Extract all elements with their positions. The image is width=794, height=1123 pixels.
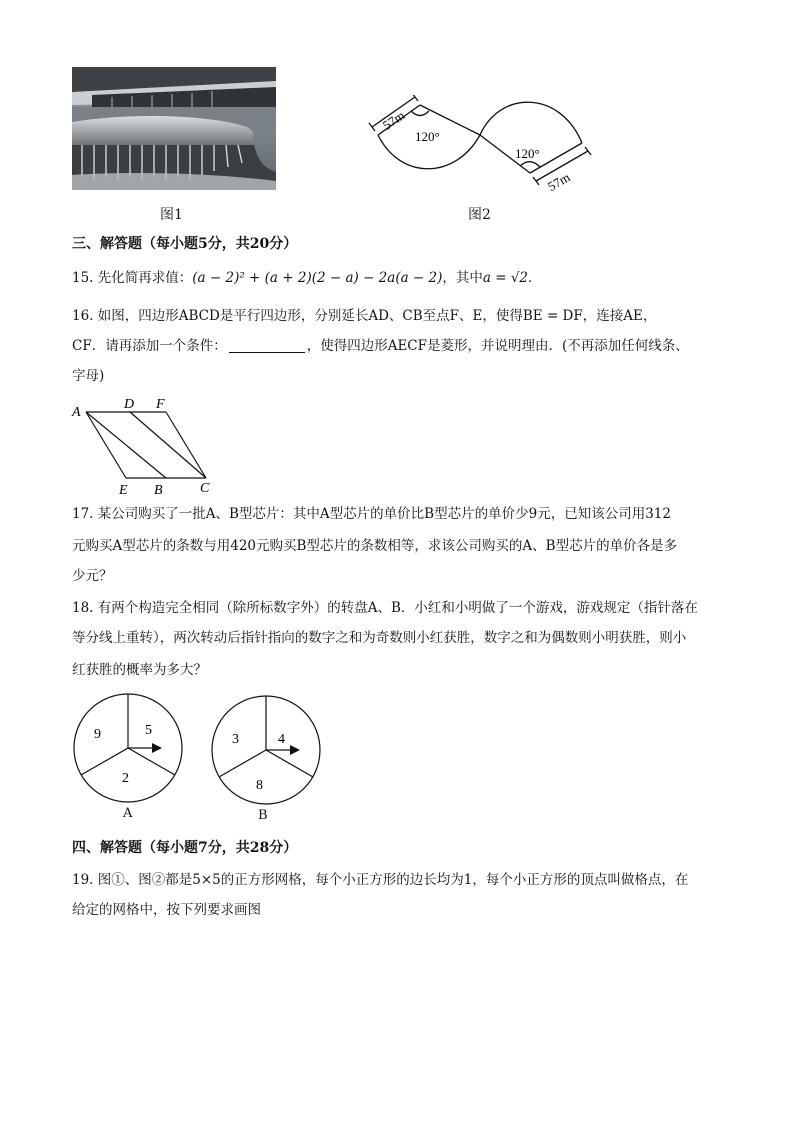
q16-line-2b: ，使得四边形AECF是菱形，并说明理由．(不再添加任何线条、 — [306, 338, 689, 354]
q19-line-2: 给定的网格中，按下列要求画图 — [72, 902, 261, 918]
vertex-label-b: B — [154, 483, 163, 498]
fig2-angle-label-1: 120° — [415, 129, 440, 144]
spinner-b-number-3: 8 — [256, 778, 263, 793]
q17-line-1: 17. 某公司购买了一批A、B型芯片：其中A型芯片的单价比B型芯片的单价少9元，已知该公司用312 — [72, 506, 671, 522]
q15-lead: 先化简再求值： — [97, 270, 193, 286]
q15-tail: ，其中 — [442, 270, 483, 286]
parallelogram-diagram — [68, 394, 218, 498]
q18-line-3: 红获胜的概率为多大？ — [72, 662, 207, 678]
fig2-angle-label-2: 120° — [515, 146, 540, 161]
section-4-title: 四、解答题（每小题7分，共28分） — [72, 840, 298, 856]
q17-line-2: 元购买A型芯片的条数与用420元购买B型芯片的条数相等，求该公司购买的A、B型芯片的单价各是多 — [72, 538, 678, 554]
q16-line-1: 16. 如图，四边形ABCD是平行四边形，分别延长AD、CB至点F、E，使得BE = DF，连接AE， — [72, 308, 657, 324]
q15-number: 15. — [72, 270, 94, 286]
section-3-title: 三、解答题（每小题5分，共20分） — [72, 236, 298, 252]
q16-line-2a: CF．请再添加一个条件： — [72, 338, 227, 354]
q18-line-2: 等分线上重转），两次转动后指针指向的数字之和为奇数则小红获胜，数字之和为偶数则小明获胜，则小 — [72, 630, 687, 646]
spinner-a-number-1: 9 — [94, 727, 101, 742]
spinner-b-label: B — [258, 808, 268, 823]
fig2-length-label-2: 57m — [545, 169, 573, 195]
figure-2-caption: 图2 — [468, 207, 491, 223]
vertex-label-d: D — [124, 397, 135, 412]
q15-condition: a = √2 — [482, 270, 529, 286]
q16-line-3: 字母) — [72, 368, 105, 384]
fig2-length-label-1: 57m — [379, 107, 408, 133]
spinner-a — [70, 690, 186, 806]
spinner-b-number-2: 4 — [278, 732, 285, 747]
spinner-b-number-1: 3 — [232, 732, 239, 747]
q16-line-2 — [72, 336, 689, 356]
vertex-label-e: E — [119, 483, 128, 498]
spinner-b — [208, 692, 324, 808]
spinner-a-label: A — [123, 806, 133, 821]
figure-1-caption: 图1 — [160, 207, 183, 223]
q18-line-1: 18. 有两个构造完全相同（除所标数字外）的转盘A、B．小红和小明做了一个游戏，游戏规定（指针落在 — [72, 600, 698, 616]
q17-line-3: 少元？ — [72, 568, 113, 584]
q15-expression: (a − 2)² + (a + 2)(2 − a) − 2a(a − 2) — [192, 270, 443, 286]
vertex-label-f: F — [156, 397, 165, 412]
waterfall-photo — [72, 67, 276, 190]
spinner-a-number-2: 5 — [145, 723, 152, 738]
question-15 — [72, 268, 542, 288]
q16-answer-blank[interactable] — [229, 338, 305, 353]
q19-line-1: 19. 图①、图②都是5×5的正方形网格，每个小正方形的边长均为1，每个小正方形的顶点叫做格点，在 — [72, 872, 689, 888]
figure-2-arc-path — [360, 95, 600, 195]
vertex-label-c: C — [200, 481, 210, 496]
q15-end: ． — [528, 270, 542, 286]
spinner-a-number-3: 2 — [122, 771, 129, 786]
vertex-label-a: A — [72, 405, 81, 420]
